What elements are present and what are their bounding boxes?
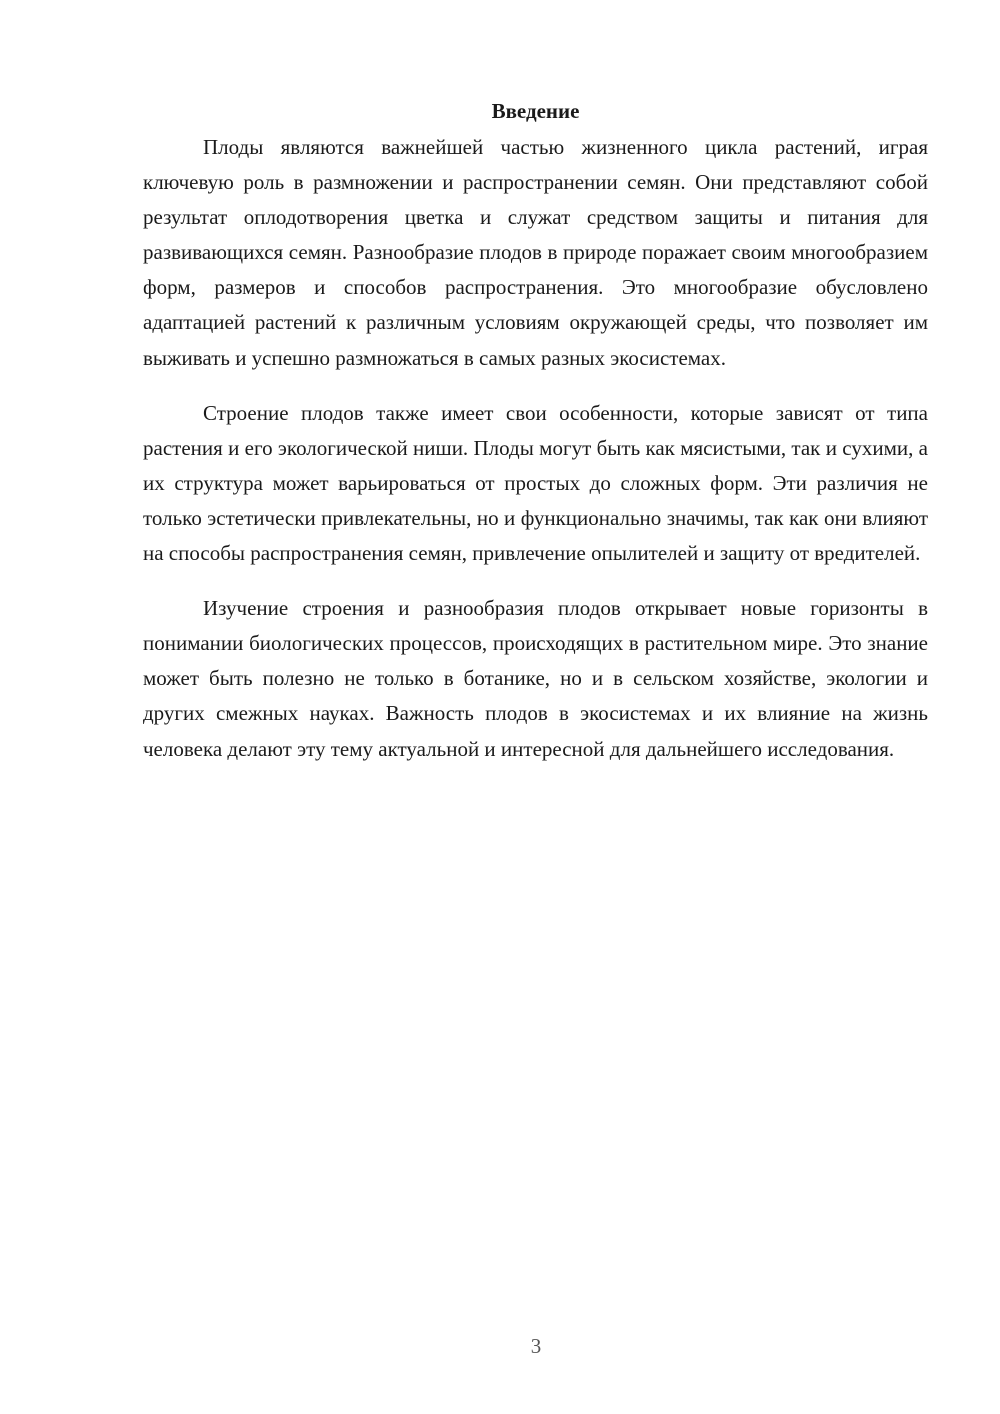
section-title: Введение <box>491 99 580 123</box>
paragraph-2: Строение плодов также имеет свои особенности, которые зависят от типа растения и его экологической ниши. Плоды могут быть как мясистыми, так и сухими, а их структура может варьироваться от простых до сложных форм. Эти различия не только эстетически привлекательны, но и функционально значимы, так как они влияют на способы распространения семян, привлечение опылителей и защиту от вредителей. <box>143 400 928 566</box>
paragraph-3: Изучение строения и разнообразия плодов открывает новые горизонты в понимании биологических процессов, происходящих в растительном мире. Это знание может быть полезно не только в ботанике, но и в сельском хозяйстве, экологии и других смежных науках. Важность плодов в экосистемах и их влияние на жизнь человека делают эту тему актуальной и интересной для дальнейшего исследования. <box>143 596 928 761</box>
page-content <box>143 96 928 787</box>
paragraph-1: Плоды являются важнейшей частью жизненного цикла растений, играя ключевую роль в размножении и распространении семян. Они представляют собой результат оплодотворения цветка и служат средством защиты и питания для развивающихся семян. Разнообразие плодов в природе поражает своим многообразием форм, размеров и способов распространения. Это многообразие обусловлено адаптацией растений к различным условиям окружающей среды, что позволяет им выживать и успешно размножаться в самых разных экосистемах. <box>143 135 928 370</box>
page-number: 3 <box>530 1334 542 1358</box>
